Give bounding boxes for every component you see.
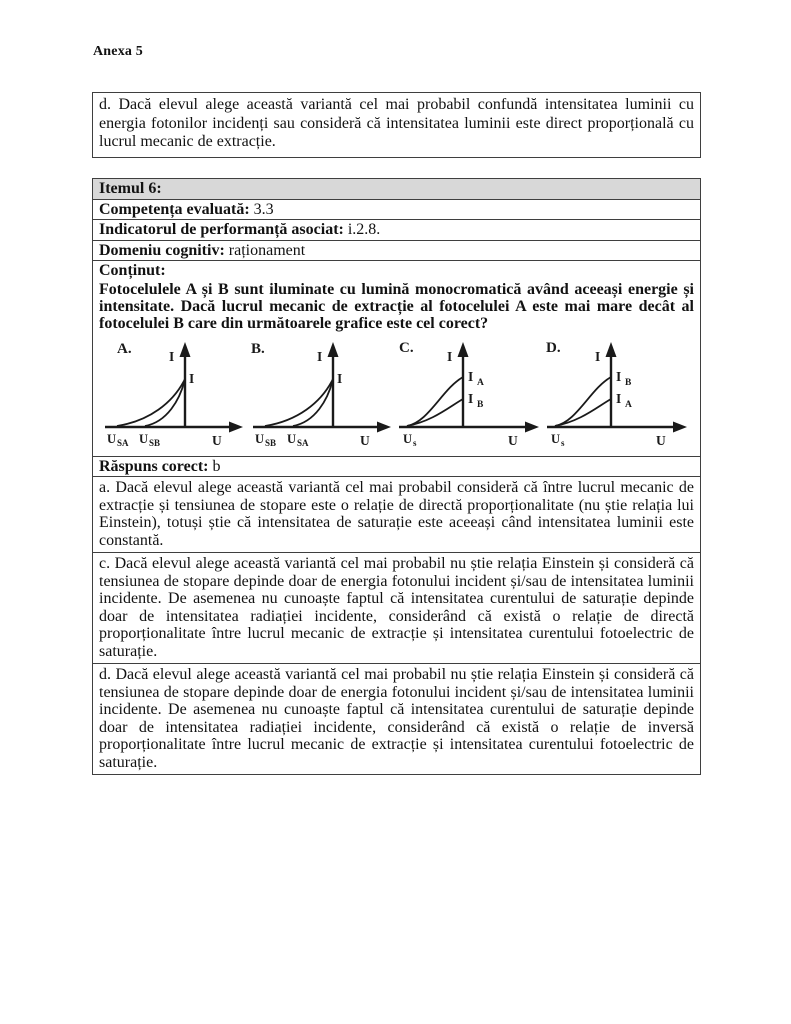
item-header-row bbox=[93, 179, 700, 199]
meta-row-indicator bbox=[93, 219, 700, 240]
x-mark-sub: SA bbox=[117, 437, 129, 448]
graph-letter: B. bbox=[251, 340, 265, 357]
x-axis-label: U bbox=[360, 432, 370, 448]
meta-value: i.2.8. bbox=[347, 221, 381, 238]
meta-label: Domeniu cognitiv: bbox=[99, 241, 225, 259]
page-title: Anexa 5 bbox=[93, 44, 144, 59]
answer-graphs-figure bbox=[99, 337, 694, 455]
graph-c bbox=[395, 337, 543, 455]
x-mark-main: U bbox=[255, 431, 265, 446]
x-mark-sub: s bbox=[561, 437, 565, 448]
meta-row-domeniu bbox=[93, 240, 700, 261]
graph-d-plot bbox=[543, 337, 691, 455]
explanation-c bbox=[93, 552, 700, 663]
x-axis-arrow bbox=[673, 421, 687, 432]
graph-a bbox=[99, 337, 247, 455]
x-mark-main: U bbox=[139, 431, 149, 446]
explanation-a-text: a. Dacă elevul alege această variantă cel mai probabil consideră că între lucrul mecanic de extracție și tensiunea de stopare este o relație de directă proporționalitate (nu știe relația lui Einstein), totuși știe că intensitatea de saturație este aceeași când intensitatea luminii este constantă. bbox=[99, 479, 694, 549]
y-axis-arrow bbox=[606, 342, 617, 357]
graph-letter: C. bbox=[399, 339, 414, 356]
meta-label: Competența evaluată: bbox=[99, 200, 250, 218]
saturation-label-sub: B bbox=[477, 399, 484, 410]
note-box-d bbox=[92, 92, 701, 158]
x-axis-arrow bbox=[525, 421, 539, 432]
y-axis-arrow bbox=[328, 342, 339, 357]
x-axis-arrow bbox=[229, 421, 243, 432]
note-box-d-text: d. Dacă elevul alege această variantă cel mai probabil confundă intensitatea luminii cu energia fotonilor incidenți sau consideră că intensitatea luminii este direct proporțională cu lucrul mecanic de extracție. bbox=[99, 96, 694, 150]
x-axis-label: U bbox=[508, 432, 518, 448]
graph-letter: D. bbox=[546, 339, 561, 356]
graph-b-plot bbox=[247, 337, 395, 455]
x-mark-main: U bbox=[551, 431, 561, 446]
explanation-a bbox=[93, 476, 700, 552]
content-question: Fotocelulele A și B sunt iluminate cu lumină monocromatică având aceeași energie și intensitate. Dacă lucrul mecanic de extracție al fotocelulei A este mai mare decât al fotocelulei B care din următoarele grafice este cel corect? bbox=[99, 280, 694, 333]
answer-label: Răspuns corect: bbox=[99, 457, 209, 475]
item-table bbox=[92, 178, 701, 775]
y-axis-label: I bbox=[317, 348, 323, 364]
y-axis-label: I bbox=[595, 348, 601, 364]
content-row bbox=[93, 260, 700, 456]
x-mark-sub: SB bbox=[265, 437, 277, 448]
meta-row-competenta bbox=[93, 199, 700, 220]
graph-b bbox=[247, 337, 395, 455]
y-axis-label: I bbox=[169, 348, 175, 364]
explanation-c-text: c. Dacă elevul alege această variantă cel mai probabil nu știe relația Einstein și consideră că tensiunea de stopare depinde doar de energia fotonului incident și/sau de intensitatea luminii incidente. De asemenea nu cunoaște faptul că intensitatea curentului de saturație depinde doar de intensitatea radiației incidente, considerând că există o relație de directă proporționalitate între lucrul mecanic de extracție și intensitatea curentului fotoelectric de saturație. bbox=[99, 555, 694, 660]
answer-row bbox=[93, 456, 700, 477]
y-axis-arrow bbox=[458, 342, 469, 357]
explanation-d-text: d. Dacă elevul alege această variantă cel mai probabil nu știe relația Einstein și consideră că tensiunea de stopare depinde doar de energia fotonului incident și/sau de intensitatea luminii incidente. De asemenea nu cunoaște faptul că intensitatea curentului de saturație depinde doar de intensitatea radiației incidente, considerând că există o relație de inversă proporționalitate între lucrul mecanic de extracție și intensitatea curentului fotoelectric de saturație. bbox=[99, 666, 694, 771]
curve-ib bbox=[555, 377, 611, 426]
graph-c-plot bbox=[395, 337, 543, 455]
saturation-label-main: I bbox=[468, 368, 474, 384]
saturation-label-main: I bbox=[616, 390, 622, 406]
x-mark-main: U bbox=[403, 431, 413, 446]
x-mark-main: U bbox=[107, 431, 117, 446]
explanation-d bbox=[93, 663, 700, 774]
x-mark-sub: SB bbox=[149, 437, 161, 448]
x-axis-label: U bbox=[656, 432, 666, 448]
y-axis-label: I bbox=[447, 348, 453, 364]
saturation-label-main: I bbox=[616, 368, 622, 384]
meta-value: 3.3 bbox=[253, 200, 274, 218]
x-mark-sub: SA bbox=[297, 437, 309, 448]
x-axis-label: U bbox=[212, 432, 222, 448]
x-mark-sub: s bbox=[413, 437, 417, 448]
graph-letter: A. bbox=[117, 340, 132, 357]
meta-label: Indicatorul de performanță asociat: bbox=[99, 221, 344, 238]
saturation-label: I bbox=[189, 370, 195, 386]
x-mark-main: U bbox=[287, 431, 297, 446]
x-axis-arrow bbox=[377, 421, 391, 432]
graph-a-plot bbox=[99, 337, 247, 455]
graph-d bbox=[543, 337, 691, 455]
curve-inner bbox=[145, 379, 185, 426]
answer-value: b bbox=[212, 457, 221, 475]
saturation-label-main: I bbox=[468, 390, 474, 406]
content-label: Conținut: bbox=[99, 262, 166, 279]
saturation-label-sub: B bbox=[625, 377, 632, 388]
saturation-label-sub: A bbox=[477, 377, 484, 388]
item-header-label: Itemul 6: bbox=[99, 180, 162, 197]
saturation-label-sub: A bbox=[625, 399, 632, 410]
meta-value: raționament bbox=[228, 241, 306, 259]
curve-ia bbox=[407, 377, 463, 426]
y-axis-arrow bbox=[180, 342, 191, 357]
saturation-label: I bbox=[337, 370, 343, 386]
curve-inner bbox=[293, 379, 333, 426]
